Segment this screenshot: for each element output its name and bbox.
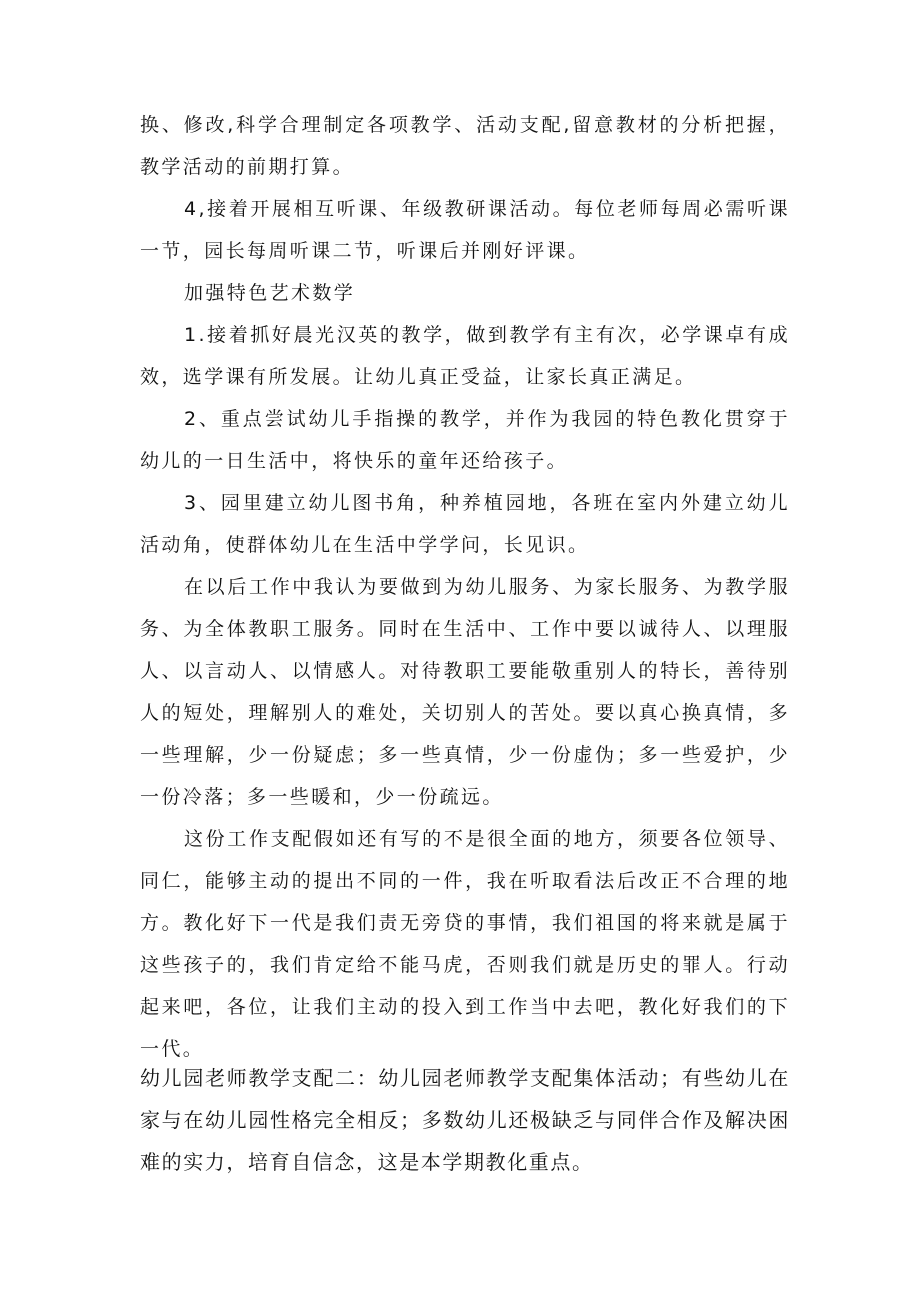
paragraph-item-1: 1.接着抓好晨光汉英的教学，做到教学有主有次，必学课卓有成效，选学课有所发展。让幼儿真正受益，让家长真正满足。 bbox=[140, 324, 790, 388]
section-two-paragraph: 幼儿园老师教学支配二：幼儿园老师教学支配集体活动；有些幼儿在家与在幼儿园性格完全相反；多数幼儿还极缺乏与同伴合作及解决困难的实力，培育自信念，这是本学期教化重点。 bbox=[140, 1066, 790, 1174]
paragraph-closing: 这份工作支配假如还有写的不是很全面的地方，须要各位领导、同仁，能够主动的提出不同的一件，我在听取看法后改正不合理的地方。教化好下一代是我们责无旁贷的事情，我们祖国的将来就是属于这些孩子的，我们肯定给不能马虎，否则我们就是历史的罪人。行动起来吧，各位，让我们主动的投入到工作当中去吧，教化好我们的下一代。 bbox=[140, 828, 790, 1060]
paragraph-continuation: 换、修改,科学合理制定各项教学、活动支配,留意教材的分析把握，教学活动的前期打算。 bbox=[140, 114, 790, 178]
paragraph-item-2: 2、重点尝试幼儿手指操的教学，并作为我园的特色教化贯穿于幼儿的一日生活中，将快乐的童年还给孩子。 bbox=[140, 408, 790, 472]
paragraph-item-3: 3、园里建立幼儿图书角，种养植园地，各班在室内外建立幼儿活动角，使群体幼儿在生活中学学问，长见识。 bbox=[140, 492, 790, 556]
paragraph-item-4: 4,接着开展相互听课、年级教研课活动。每位老师每周必需听课一节，园长每周听课二节，听课后并刚好评课。 bbox=[140, 198, 790, 262]
section-heading-art-math: 加强特色艺术数学 bbox=[184, 282, 356, 304]
paragraph-service-attitude: 在以后工作中我认为要做到为幼儿服务、为家长服务、为教学服务、为全体教职工服务。同时在生活中、工作中要以诚待人、以理服人、以言动人、以情感人。对待教职工要能敬重别人的特长，善待别人的短处，理解别人的难处，关切别人的苦处。要以真心换真情，多一些理解，少一份疑虑；多一些真情，少一份虚伪；多一些爱护，少一份冷落；多一些暖和，少一份疏远。 bbox=[140, 576, 790, 808]
document-body bbox=[140, 104, 790, 1070]
